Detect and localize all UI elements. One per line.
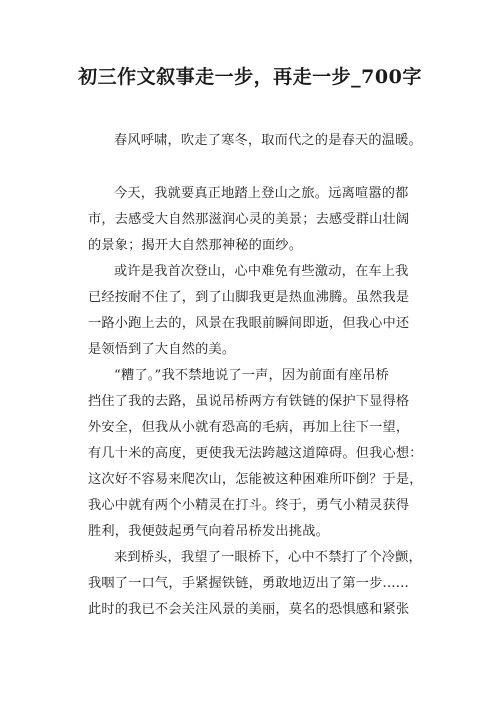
paragraph-line: 春风呼啸，吹走了寒冬，取而代之的是春天的温暖。 <box>114 133 422 148</box>
paragraph-line: “糟了。”我不禁地说了一声，因为前面有座吊桥 <box>114 368 390 383</box>
paragraph-line: 外安全，但我从小就有恐高的毛病，再加上往下一望， <box>88 420 410 435</box>
paragraph-line: 胜利，我便鼓起勇气向着吊桥发出挑战。 <box>88 524 329 539</box>
paragraph-line: 市，去感受大自然那滋润心灵的美景；去感受群山壮阔 <box>88 212 410 227</box>
paragraph-line: 这次好不容易来爬次山，怎能被这种困难所吓倒？于是， <box>88 472 423 487</box>
paragraph-line: 挡住了我的去路，虽说吊桥两方有铁链的保护下显得格 <box>88 394 410 409</box>
paragraph-line: 此时的我已不会关注风景的美丽，莫名的恐惧感和紧张 <box>88 602 410 617</box>
paragraph-line: 是领悟到了大自然的美。 <box>88 342 236 357</box>
paragraph-line: 或许是我首次登山，心中难免有些激动，在车上我 <box>114 264 409 279</box>
paragraph-line: 的景象；揭开大自然那神秘的面纱。 <box>88 238 303 253</box>
paragraph-line: 有几十米的高度，更使我无法跨越这道障碍。但我心想： <box>88 446 423 461</box>
paragraph-line: 已经按耐不住了，到了山脚我更是热血沸腾。虽然我是 <box>88 290 410 305</box>
page-title: 初三作文叙事走一步，再走一步_700字 <box>78 66 422 88</box>
paragraph-line: 来到桥头，我望了一眼桥下，心中不禁打了个冷颤， <box>114 550 422 565</box>
paragraph-line: 我咽了一口气，手紧握铁链，勇敢地迈出了第一步...... <box>88 576 409 591</box>
paragraph-line: 一路小跑上去的，风景在我眼前瞬间即逝，但我心中还 <box>88 316 410 331</box>
paragraph-line: 今天，我就要真正地踏上登山之旅。远离喧嚣的都 <box>114 186 409 201</box>
paragraph-line: 我心中就有两个小精灵在打斗。终于，勇气小精灵获得 <box>88 498 410 513</box>
